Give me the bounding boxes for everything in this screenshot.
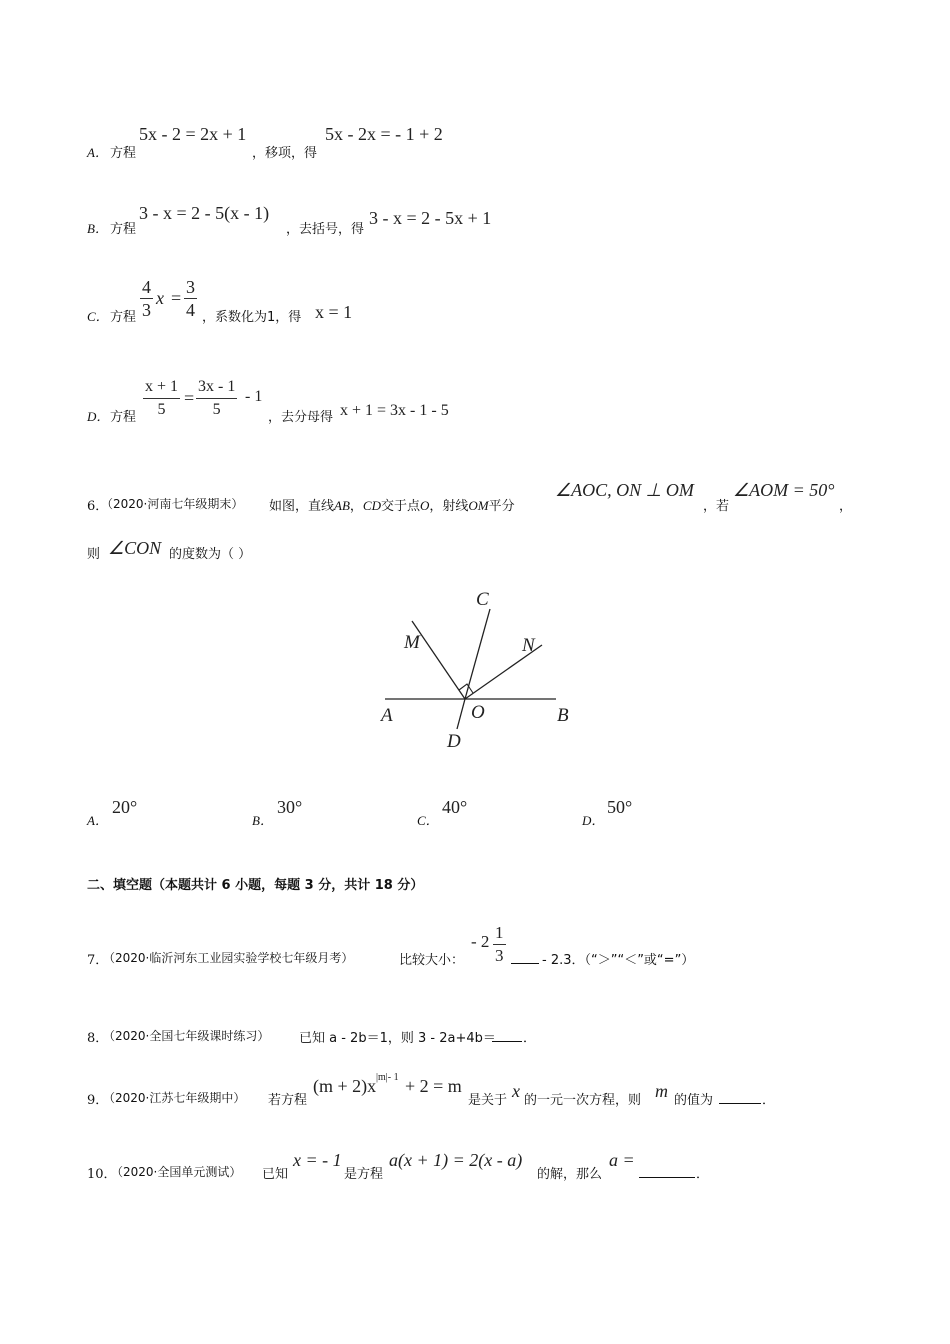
question-text: 的度数为（ ） xyxy=(169,547,252,562)
option-prefix: 方程 xyxy=(110,310,137,325)
equation: x + 1 = 3x - 1 - 5 xyxy=(340,402,449,419)
equation: 3 - x = 2 - 5x + 1 xyxy=(369,208,492,228)
angle-expression: ∠AOC, ON ⊥ OM xyxy=(555,480,694,500)
question-text: ， xyxy=(839,499,853,514)
equation: (m + 2)x xyxy=(313,1076,377,1096)
option-text: ，去分母得 xyxy=(268,410,334,425)
question-9 xyxy=(87,1072,847,1112)
equation: x = 1 xyxy=(315,302,353,322)
question-10 xyxy=(87,1150,847,1184)
question-text: 的一元一次方程，则 xyxy=(524,1093,642,1108)
question-end: ． xyxy=(696,1167,710,1182)
option-prefix: 方程 xyxy=(110,222,137,237)
equation: a(x + 1) = 2(x - a) xyxy=(389,1150,523,1170)
choice-label: C． xyxy=(417,813,439,828)
option-prefix: 方程 xyxy=(110,146,137,161)
equation: + 2 = m xyxy=(405,1076,462,1096)
fraction xyxy=(493,922,506,967)
question-6 xyxy=(87,480,867,560)
text-run: ， xyxy=(349,499,363,514)
section-heading: 二、填空题（本题共计 6 小题，每题 3 分，共计 18 分） xyxy=(87,878,424,893)
numerator: 4 xyxy=(142,277,151,297)
answer-blank[interactable] xyxy=(492,1029,522,1042)
question-end: ． xyxy=(762,1093,776,1108)
variable: m xyxy=(655,1081,668,1101)
line-name: CD xyxy=(362,498,381,513)
question-source: （2020·河南七年级期末） xyxy=(101,497,244,511)
option-label: D． xyxy=(87,409,110,424)
question-text: 已知 xyxy=(262,1167,289,1182)
text-run: 如图，直线 xyxy=(269,499,335,514)
ray-oc xyxy=(465,609,490,699)
angle-expression: ∠CON xyxy=(108,538,162,558)
label-m: M xyxy=(404,632,420,653)
point-name: O xyxy=(420,498,430,513)
option-text: ，系数化为1，得 xyxy=(202,310,302,325)
fraction xyxy=(184,276,197,321)
denominator: 5 xyxy=(212,401,221,418)
fraction xyxy=(196,376,237,421)
exponent: |m|- 1 xyxy=(376,1072,399,1083)
equation: x = - 1 xyxy=(293,1150,342,1170)
line-name: AB xyxy=(334,498,350,513)
question-text: 的解，那么 xyxy=(537,1167,603,1182)
option-prefix: 方程 xyxy=(110,410,137,425)
angle-expression: ∠AOM = 50° xyxy=(733,480,835,500)
question-number: 8． xyxy=(87,1031,109,1046)
question-text: 若方程 xyxy=(268,1093,308,1108)
equation-tail: - 1 xyxy=(245,388,263,405)
question-end: ． xyxy=(523,1031,537,1046)
question-text: 比较大小： xyxy=(399,953,465,968)
geometry-figure xyxy=(370,585,590,755)
equals-sign: = xyxy=(184,388,195,408)
question-number: 6． xyxy=(87,499,109,514)
variable: x xyxy=(512,1081,520,1101)
label-n: N xyxy=(522,635,535,656)
text-run: 平分 xyxy=(488,499,515,514)
question-7 xyxy=(87,922,787,972)
question-number: 9． xyxy=(87,1093,109,1108)
choice-value: 20° xyxy=(112,797,138,817)
option-label: B． xyxy=(87,221,108,236)
ray-om xyxy=(412,621,465,699)
option-text: ，去括号，得 xyxy=(286,222,365,237)
option-label: A． xyxy=(87,145,108,160)
denominator: 3 xyxy=(495,946,504,965)
equation: 5x - 2x = - 1 + 2 xyxy=(325,124,443,144)
label-a: A xyxy=(381,705,393,726)
choice-value: 40° xyxy=(442,797,468,817)
equation: 3 - x = 2 - 5(x - 1) xyxy=(139,203,270,223)
question-text: 则 xyxy=(87,547,101,562)
label-c: C xyxy=(476,589,489,610)
variable: x xyxy=(156,288,164,308)
numerator: 3 xyxy=(186,277,195,297)
choice-value: 30° xyxy=(277,797,303,817)
question-text: ，若 xyxy=(703,499,730,514)
mixed-number-whole: - 2 xyxy=(471,932,490,951)
fraction xyxy=(143,376,180,421)
question-source: （2020·临沂河东工业园实验学校七年级月考） xyxy=(103,951,354,965)
numerator: x + 1 xyxy=(143,376,180,399)
question-text: 是方程 xyxy=(344,1167,384,1182)
ray-od xyxy=(457,699,465,729)
question-text: 的值为 xyxy=(674,1093,714,1108)
label-d: D xyxy=(447,731,461,752)
equation: a = xyxy=(609,1150,635,1170)
text-run: ，射线 xyxy=(429,499,469,514)
answer-blank[interactable] xyxy=(639,1165,695,1178)
question-number: 7． xyxy=(87,953,109,968)
question-text: 是关于 xyxy=(468,1093,508,1108)
question-text: 已知 a - 2b＝1，则 3 - 2a+4b＝ xyxy=(299,1031,496,1046)
question-source: （2020·全国单元测试） xyxy=(111,1165,242,1179)
denominator: 5 xyxy=(157,401,166,418)
ray-name: OM xyxy=(468,498,489,513)
choice-label: D． xyxy=(582,813,605,828)
text-run: 交于点 xyxy=(380,499,420,514)
answer-blank[interactable] xyxy=(511,951,539,964)
option-label: C． xyxy=(87,309,109,324)
question-text xyxy=(269,495,515,514)
question-source: （2020·江苏七年级期中） xyxy=(103,1091,246,1105)
choice-label: A． xyxy=(87,813,108,828)
fraction xyxy=(140,276,153,321)
question-number: 10． xyxy=(87,1167,117,1182)
question-8 xyxy=(87,1027,787,1047)
denominator: 4 xyxy=(186,300,195,320)
question-source: （2020·全国七年级课时练习） xyxy=(103,1029,270,1043)
equals-sign: = xyxy=(171,288,182,308)
label-o: O xyxy=(471,702,485,723)
equation: 5x - 2 = 2x + 1 xyxy=(139,124,247,144)
right-angle-mark xyxy=(459,684,473,693)
label-b: B xyxy=(557,705,569,726)
numerator: 3x - 1 xyxy=(196,376,237,399)
option-text: ，移项，得 xyxy=(252,146,318,161)
denominator: 3 xyxy=(142,300,151,320)
answer-blank[interactable] xyxy=(719,1091,761,1104)
numerator: 1 xyxy=(493,922,506,945)
choice-value: 50° xyxy=(607,797,633,817)
question-text: - 2.3．（“＞”“＜”或“=”） xyxy=(542,953,695,968)
choice-label: B． xyxy=(252,813,273,828)
